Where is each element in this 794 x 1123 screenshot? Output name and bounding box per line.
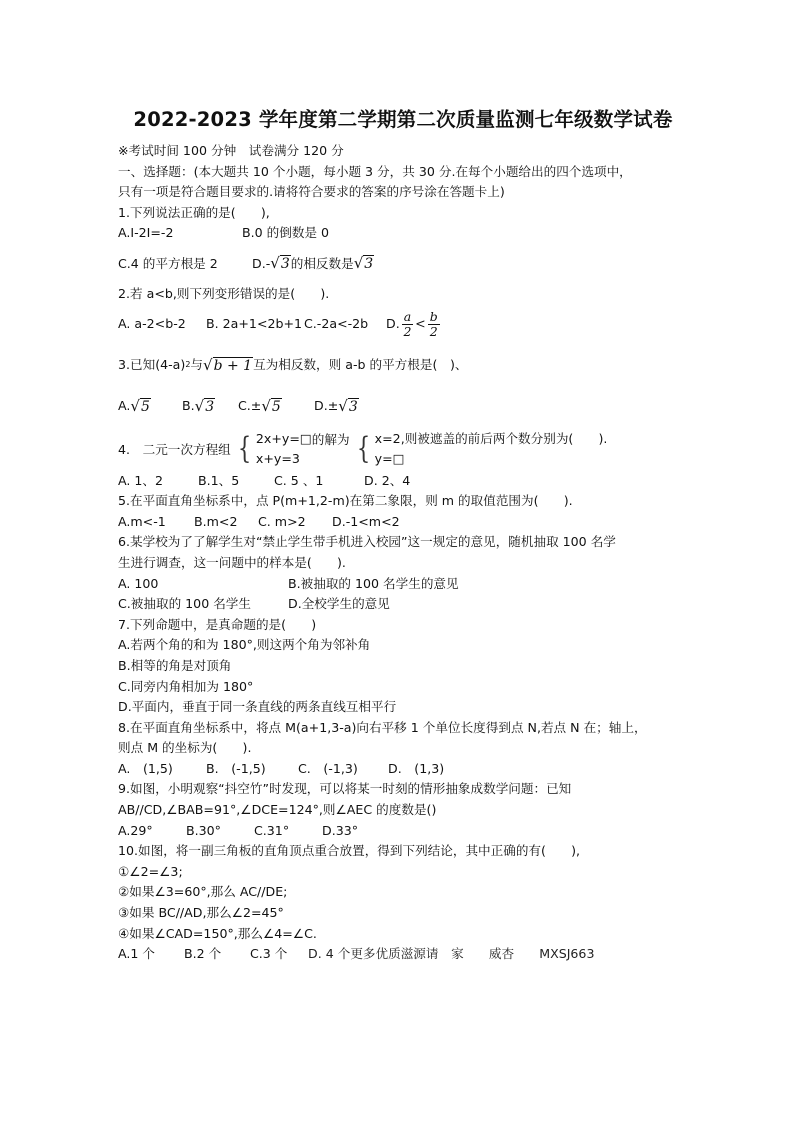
q8-option-a: A. (1,5): [118, 760, 173, 776]
page-title: 2022-2023 学年度第二学期第二次质量监测七年级数学试卷: [133, 108, 673, 131]
q4-options: [118, 471, 688, 492]
q10-option-d: D. 4 个更多优质滋源请 家 威杏 MXSJ663: [308, 946, 595, 962]
section-intro-line2: 只有一项是符合题目要求的.请将符合要求的答案的序号涂在答题卡上): [118, 184, 505, 200]
q4-option-d: D. 2、4: [364, 472, 411, 488]
q9-option-d: D.33°: [322, 822, 359, 838]
q7-option-b: B.相等的角是对顶角: [118, 657, 232, 673]
q9-stem-line1: 9.如图，小明观察“抖空竹”时发现，可以将某一时刻的情形抽象成数学问题：已知: [118, 781, 572, 797]
q1-option-d: D.- √ 3 的相反数是 √ 3: [252, 254, 374, 273]
q5-option-a: A.m<-1: [118, 513, 166, 529]
q10-options: [118, 944, 688, 965]
exam-page: [118, 104, 688, 965]
q10-option-b: B.2 个: [184, 946, 222, 962]
q4-stem: 4. 二元一次方程组 { 2x+y=□ x+y=3 的解为 { x=2,则被遮盖的前后两个数分别为( ). y=□: [118, 427, 688, 471]
solution-system: { x=2,则被遮盖的前后两个数分别为( ). y=□: [356, 430, 608, 466]
q6-option-a: A. 100: [118, 575, 159, 591]
q9-option-b: B.30°: [186, 822, 221, 838]
q3-option-d: D.± √ 3: [314, 397, 358, 416]
sqrt-expression: √ 3: [353, 254, 374, 273]
q6-option-b: B.被抽取的 100 名学生的意见: [288, 575, 459, 591]
q3-options: [118, 395, 688, 419]
q3-stem: 3.已知(4-a) 2 与 √ b + 1 互为相反数，则 a-b 的平方根是( )、: [118, 356, 468, 375]
q9-option-a: A.29°: [118, 822, 153, 838]
q1-option-b: B.0 的倒数是 0: [242, 225, 330, 241]
section-intro-line1: 一、选择题：(本大题共 10 个小题，每小题 3 分，共 30 分.在每个小题给出的四个选项中，: [118, 163, 632, 179]
q8-option-b: B. (-1,5): [206, 760, 266, 776]
q7-option-a: A.若两个角的和为 180°,则这两个角为邻补角: [118, 637, 371, 653]
q8-options: [118, 759, 688, 780]
q8-stem-line2: 则点 M 的坐标为( ).: [118, 740, 252, 756]
q3-option-c: C.± √ 5: [238, 397, 281, 416]
q7-stem: 7.下列命题中，是真命题的是( ): [118, 616, 317, 632]
q8-stem-line1: 8.在平面直角坐标系中，将点 M(a+1,3-a)向右平移 1 个单位长度得到点 N,若点 N 在；轴上，: [118, 719, 647, 735]
q10-option-c: C.3 个: [250, 946, 288, 962]
q2-options: [118, 305, 688, 345]
q1-option-a: A.I-2I=-2: [118, 225, 174, 241]
q2-option-b: B. 2a+1<2b+1: [206, 316, 303, 332]
q10-stem: 10.如图，将一副三角板的直角顶点重合放置，得到下列结论，其中正确的有( ),: [118, 843, 581, 859]
q7-option-d: D.平面内，垂直于同一条直线的两条直线互相平行: [118, 699, 397, 715]
q9-stem-line2: AB//CD,∠BAB=91°,∠DCE=124°,则∠AEC 的度数是(): [118, 802, 437, 818]
sqrt-expression: √ 3: [270, 254, 290, 273]
q2-option-c: C.-2a<-2b: [304, 316, 369, 332]
equation-system: { 2x+y=□ x+y=3: [237, 430, 312, 466]
q4-option-a: A. 1、2: [118, 472, 164, 488]
q4-option-c: C. 5 、1: [274, 472, 324, 488]
q5-options: [118, 512, 688, 533]
q6-option-d: D.全校学生的意见: [288, 596, 390, 612]
fraction: $\frac{b}{2}$: [429, 309, 438, 340]
q6-options-row2: [118, 594, 688, 615]
q1-stem: 1.下列说法正确的是( ),: [118, 204, 270, 220]
q10-statement-1: ①∠2=∠3;: [118, 863, 183, 879]
exam-info: ※考试时间 100 分钟 试卷满分 120 分: [118, 143, 344, 158]
q3-option-b: B. √ 3: [182, 397, 215, 416]
q10-statement-3: ③如果 BC//AD,那么∠2=45°: [118, 905, 284, 921]
q1-option-c: C.4 的平方根是 2: [118, 255, 218, 271]
sqrt-expression: √ b + 1: [203, 356, 253, 375]
q1-options-row1: [118, 223, 688, 244]
q10-statement-2: ②如果∠3=60°,那么 AC//DE;: [118, 884, 288, 900]
q10-option-a: A.1 个: [118, 946, 156, 962]
q5-option-b: B.m<2: [194, 513, 238, 529]
q7-option-c: C.同旁内角相加为 180°: [118, 678, 254, 694]
q6-option-c: C.被抽取的 100 名学生: [118, 596, 251, 612]
q5-option-d: D.-1<m<2: [332, 513, 400, 529]
q2-stem: 2.若 a<b,则下列变形错误的是( ).: [118, 285, 330, 301]
q6-stem-line2: 生进行调查，这一问题中的样本是( ).: [118, 554, 346, 570]
q3-option-a: A. √ 5: [118, 397, 150, 416]
q5-option-c: C. m>2: [258, 513, 306, 529]
q1-options-row2: [118, 252, 688, 276]
q8-option-d: D. (1,3): [388, 760, 445, 776]
q5-stem: 5.在平面直角坐标系中，点 P(m+1,2-m)在第二象限，则 m 的取值范围为( ).: [118, 493, 573, 509]
q4-option-b: B.1、5: [198, 472, 240, 488]
q9-option-c: C.31°: [254, 822, 290, 838]
q6-stem-line1: 6.某学校为了了解学生对“禁止学生带手机进入校园”这一规定的意见，随机抽取 100 名学: [118, 534, 616, 550]
fraction: $\frac{a}{2}$: [403, 309, 412, 340]
q2-option-d: D. $\frac{a}{2}$ < $\frac{b}{2}$: [386, 309, 438, 340]
q6-options-row1: [118, 574, 688, 595]
q2-option-a: A. a-2<b-2: [118, 316, 186, 332]
q8-option-c: C. (-1,3): [298, 760, 358, 776]
q9-options: [118, 821, 688, 842]
q10-statement-4: ④如果∠CAD=150°,那么∠4=∠C.: [118, 925, 317, 941]
